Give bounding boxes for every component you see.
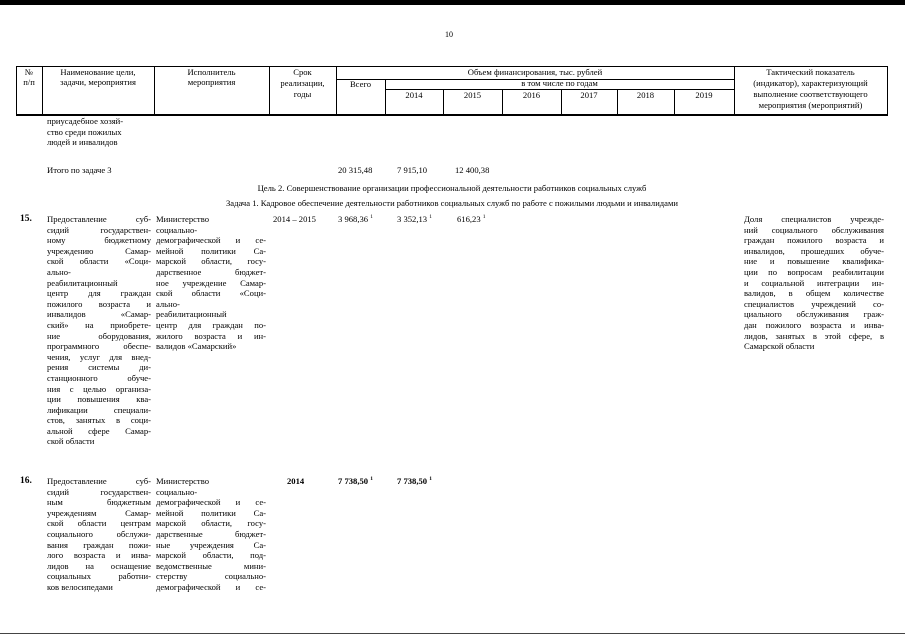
row-16-executor-line: марской области, под- [156, 550, 266, 561]
row-15-name-line: ской области «Соци- [47, 256, 151, 267]
row-15-name-line: Предоставление суб- [47, 214, 151, 224]
row-15-name [47, 214, 151, 447]
row-15-name-line: стов, занятых в соци- [47, 415, 151, 426]
header-col-num-line1: № [24, 67, 34, 77]
header-col-term-line1: Срок [293, 67, 312, 77]
row-15-indicator-line: валидов, в общем количестве [744, 288, 884, 299]
row-15-indicator-line: инвалидов, прошедших обуче- [744, 245, 884, 256]
row-15-2014: 3 352,13 $^1$ [397, 214, 432, 224]
header-col-total: Всего [349, 79, 372, 89]
row-16-name-line: учреждениям Самар- [47, 507, 151, 518]
header-col-executor-line1: Исполнитель [187, 67, 236, 77]
header-col-indicator-line3: выполнение соответствующего [753, 89, 868, 99]
top-border [0, 0, 905, 5]
continuation-line: приусадебное хозяй- [47, 116, 124, 126]
row-15-indicator-line: Доля специалистов учрежде- [744, 214, 884, 224]
row-16-name-line: социальных работни- [47, 571, 151, 582]
row-16-executor-line: демографической и се- [156, 581, 266, 592]
row-15-name-line: ние оборудования, [47, 330, 151, 341]
page-number: 10 [445, 30, 453, 39]
row-16-name-line: сидий государствен- [47, 486, 151, 497]
header-col-term-line2: реализации, [280, 78, 325, 88]
total-row-2014: 7 915,10 [397, 165, 428, 175]
row-15-total: 3 968,36 $^1$ [338, 214, 373, 224]
row-15-name-line: программного обеспе- [47, 341, 151, 352]
header-col-funding: Объем финансирования, тыс. рублей [467, 67, 603, 77]
row-15-name-line: реабилитационный [47, 277, 118, 288]
row-15-indicator-line: ние и повышение квалифика- [744, 256, 884, 267]
header-col-indicator-line4: мероприятия (мероприятий) [758, 100, 863, 110]
total-row-total: 20 315,48 [338, 165, 373, 175]
row-16-name-line: лого возраста и инва- [47, 550, 151, 561]
row-15-name-line: альной сфере Самар- [47, 425, 151, 436]
header-col-num-line2: п/п [23, 77, 35, 87]
row-15-name-line: ский» на приобрете- [47, 319, 151, 330]
header-year-2015: 2015 [463, 90, 482, 100]
row-16-executor-line: дарственные бюджет- [156, 528, 266, 539]
row-16-executor-line: мейной политики Са- [156, 507, 266, 518]
header-col-indicator-line2: (индикатор), характеризующий [753, 78, 868, 88]
row-15-executor-line: мейной политики Са- [156, 245, 266, 256]
row-15-executor-line: ской области «Соци- [156, 288, 266, 299]
header-year-2017: 2017 [580, 90, 598, 100]
row-15-indicator-line: и социальной интеграции ин- [744, 277, 884, 288]
row-15-name-line: инвалидов «Самар- [47, 309, 151, 320]
row-15-indicator-line: граждан пожилого возраста и [744, 235, 884, 246]
row-15-executor-line: ально- [156, 298, 180, 309]
row-16-executor-line: стерству социально- [156, 571, 266, 582]
header-col-executor-line2: мероприятия [187, 77, 236, 87]
row-15-name-line: лификации специали- [47, 404, 151, 415]
row-15-number: 15. [20, 214, 32, 224]
row-15-indicator-line: ции по вопросам реабилитации [744, 266, 884, 277]
row-16-name-line: вания граждан пожи- [47, 539, 151, 550]
row-15-term: 2014 – 2015 [273, 214, 316, 224]
header-col-indicator-line1: Тактический показатель [766, 67, 855, 77]
row-16-name-line: ской области центрам [47, 518, 151, 529]
row-15-executor-line: Министерство [156, 214, 209, 224]
row-16-name-line: ков велосипедами [47, 581, 113, 592]
row-16-name-line: Предоставление суб- [47, 476, 151, 486]
row-15-indicator-line: циального обслуживания граж- [744, 309, 884, 320]
row-15-executor-line: социально- [156, 224, 198, 235]
row-15-executor-line: реабилитационный [156, 309, 227, 320]
row-16-executor-line: ведомственные мини- [156, 560, 266, 571]
continuation-text [47, 116, 151, 148]
header-col-term-line3: годы [293, 89, 312, 99]
row-15-executor-line: валидов «Самарский» [156, 341, 237, 352]
row-15-name-line: ции повышения ква- [47, 394, 151, 405]
row-16-number: 16. [20, 476, 32, 486]
goal-2-heading: Цель 2. Совершенствование организации профессиональной деятельности работников социальных служб [257, 183, 647, 193]
total-row-2015: 12 400,38 [455, 165, 490, 175]
header-year-2014: 2014 [405, 90, 423, 100]
row-16-term: 2014 [287, 476, 305, 486]
row-16-name [47, 476, 151, 593]
header-year-2018: 2018 [636, 90, 655, 100]
row-15-indicator-line: специалистов учреждений со- [744, 298, 884, 309]
row-15-name-line: центр для граждан [47, 288, 151, 299]
row-16-name-line: ным бюджетным [47, 497, 151, 508]
bottom-border [0, 633, 905, 634]
row-15-name-line: станционного обуче- [47, 372, 151, 383]
header-col-name-line2: задачи, мероприятия [60, 77, 136, 87]
row-16-executor-line: марской области, госу- [156, 518, 266, 529]
row-15-executor-line: дарственное бюджет- [156, 266, 266, 277]
task-1-heading: Задача 1. Кадровое обеспечение деятельности работников социальных служб по работе с пожилыми людьми и инвалидами [225, 198, 679, 208]
row-16-2014: 7 738,50 $^1$ [397, 476, 432, 486]
row-16-total: 7 738,50 $^1$ [338, 476, 373, 486]
row-15-name-line: сидий государствен- [47, 224, 151, 235]
row-16-executor [156, 476, 266, 593]
row-16-name-line: лидов на оснащение [47, 560, 151, 571]
row-15-executor-line: жилого возраста и ин- [156, 330, 266, 341]
row-15-name-line: ному бюджетному [47, 235, 151, 246]
row-15-indicator-line: ний социального обслуживания [744, 224, 884, 235]
header-col-by-years: в том числе по годам [521, 78, 598, 88]
row-15-name-line: пожилого возраста и [47, 298, 151, 309]
row-15-name-line: ально- [47, 266, 71, 277]
row-15-name-line: рения системы ди- [47, 362, 151, 373]
header-year-2019: 2019 [695, 90, 713, 100]
total-row-label: Итого по задаче 3 [47, 165, 112, 175]
row-16-executor-line: Министерство [156, 476, 209, 486]
row-15-name-line: ской области [47, 436, 95, 447]
row-15-executor-line: ное учреждение Самар- [156, 277, 266, 288]
row-15-name-line: чения, услуг для внед- [47, 351, 151, 362]
continuation-line: ство среди пожилых [47, 126, 122, 137]
row-16-executor-line: демографической и се- [156, 497, 266, 508]
header-col-name-line1: Наименование цели, [60, 67, 136, 77]
row-15-indicator-line: лидов, занятых в этой сфере, в [744, 330, 884, 341]
row-15-indicator-line: Самарской области [744, 341, 815, 352]
row-15-2015: 616,23 $^1$ [457, 214, 486, 224]
row-15-executor [156, 214, 266, 352]
row-15-executor-line: марской области, госу- [156, 256, 266, 267]
continuation-line: людей и инвалидов [47, 137, 118, 148]
row-16-name-line: социального обслужи- [47, 528, 151, 539]
row-15-executor-line: демографической и се- [156, 235, 266, 246]
row-15-indicator [744, 214, 884, 352]
row-15-indicator-line: дан пожилого возраста и инва- [744, 319, 884, 330]
row-15-name-line: учреждению Самар- [47, 245, 151, 256]
row-15-name-line: ния с целью организа- [47, 383, 151, 394]
row-16-executor-line: ные учреждения Са- [156, 539, 266, 550]
row-15-executor-line: центр для граждан по- [156, 319, 266, 330]
row-16-executor-line: социально- [156, 486, 198, 497]
header-year-2016: 2016 [522, 90, 541, 100]
